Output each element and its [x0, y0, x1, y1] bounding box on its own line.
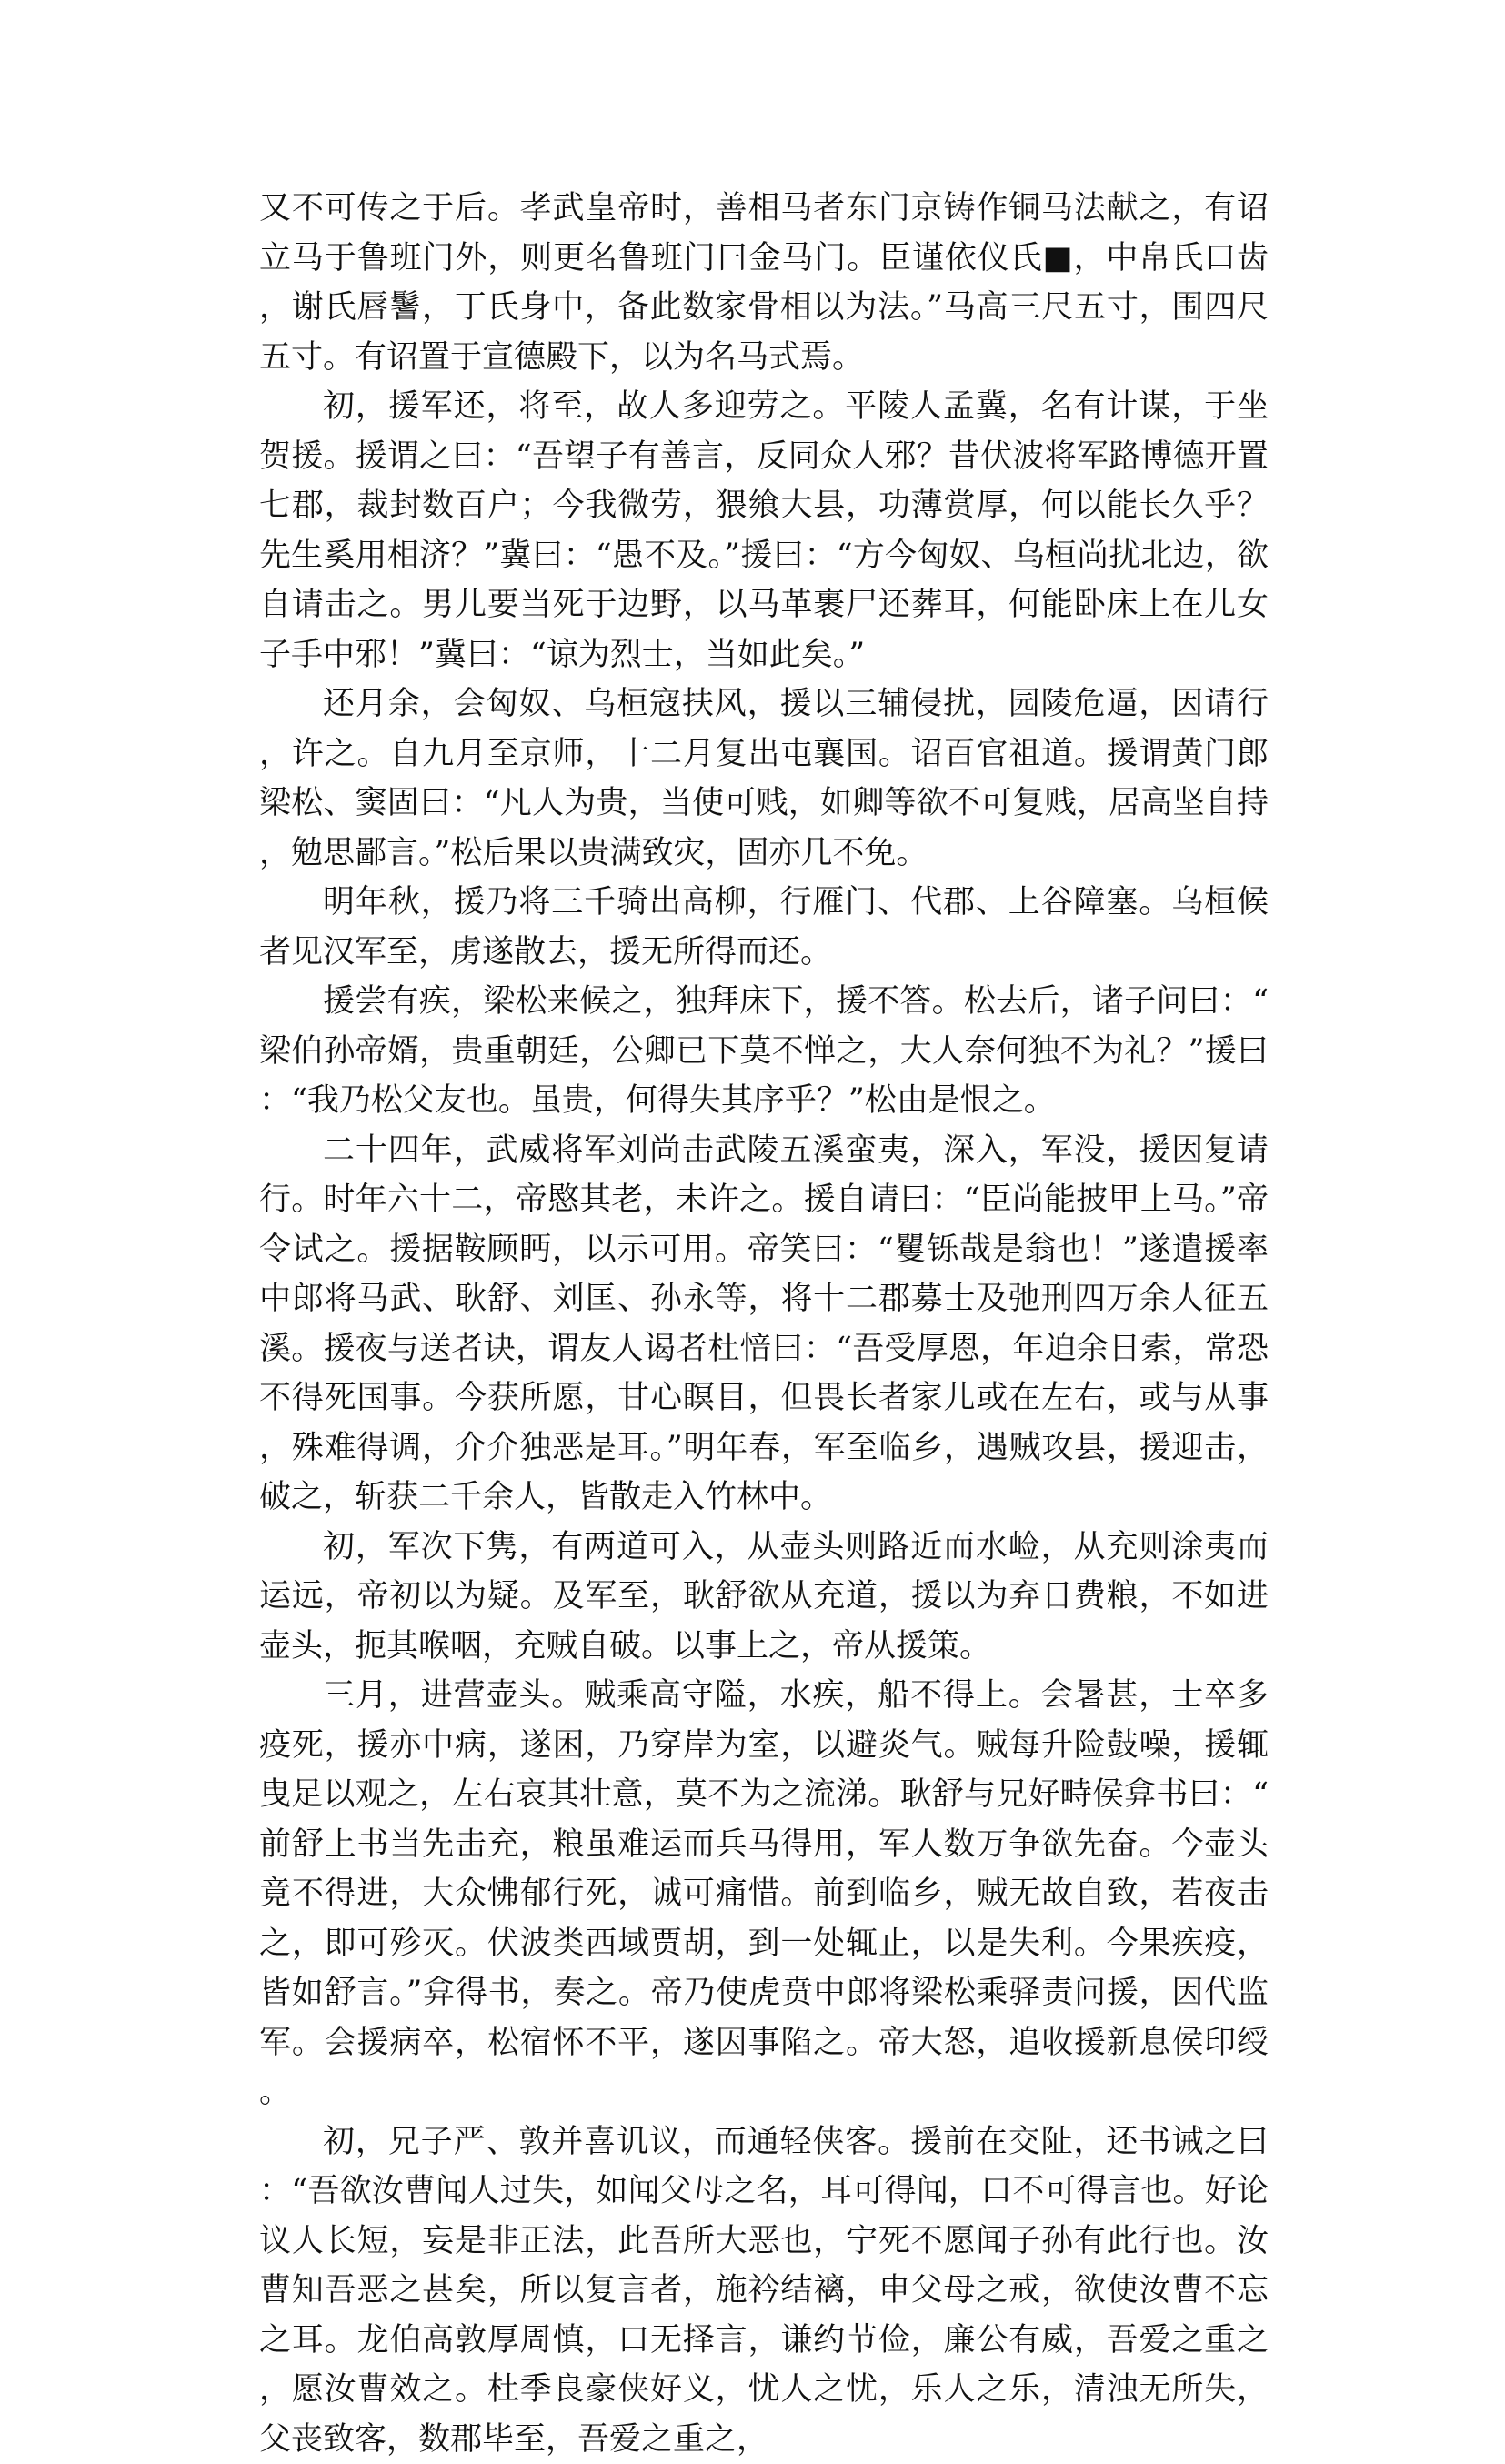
paragraph-9: 初，兄子严、敦并喜讥议，而通轻侠客。援前在交阯，还书诫之曰：“吾欲汝曹闻人过失，如闻父母之名，耳可得闻，口不可得言也。好论议人长短，妄是非正法，此吾所大恶也，宁死不愿闻子孙有此行也。汝曹知吾恶之甚矣，所以复言者，施衿结褵，申父母之戒，欲使汝曹不忘之耳。龙伯高敦厚周慎，口无择言，谦约节俭，廉公有威，吾爱之重之，愿汝曹效之。杜季良豪侠好义，忧人之忧，乐人之乐，清浊无所失，父丧致客，数郡毕至，吾爱之重之， — [259, 2117, 1269, 2464]
paragraph-2: 初，援军还，将至，故人多迎劳之。平陵人孟冀，名有计谋，于坐贺援。援谓之曰：“吾望子有善言，反同众人邪？昔伏波将军路博德开置七郡，裁封数百户；今我微劳，猥飨大县，功薄赏厚，何以能长久乎？先生奚用相济？”冀曰：“愚不及。”援曰：“方今匈奴、乌桓尚扰北边，欲自请击之。男儿要当死于边野，以马革裹尸还葬耳，何能卧床上在儿女子手中邪！”冀曰：“谅为烈士，当如此矣。” — [259, 382, 1269, 679]
paragraph-1: 又不可传之于后。孝武皇帝时，善相马者东门京铸作铜马法献之，有诏立马于鲁班门外，则更名鲁班门曰金马门。臣谨依仪氏■，中帛氏口齿，谢氏唇鬐，丁氏身中，备此数家骨相以为法。”马高三尺五寸，围四尺五寸。有诏置于宣德殿下，以为名马式焉。 — [259, 184, 1269, 382]
paragraph-4: 明年秋，援乃将三千骑出高柳，行雁门、代郡、上谷障塞。乌桓候者见汉军至，虏遂散去，援无所得而还。 — [259, 878, 1269, 977]
paragraph-7: 初，军次下隽，有两道可入，从壶头则路近而水崄，从充则涂夷而运远，帝初以为疑。及军至，耿舒欲从充道，援以为弃日费粮，不如进壶头，扼其喉咽，充贼自破。以事上之，帝从援策。 — [259, 1523, 1269, 1672]
text-body — [259, 184, 1269, 2464]
paragraph-8: 三月，进营壶头。贼乘高守隘，水疾，船不得上。会暑甚，士卒多疫死，援亦中病，遂困，乃穿岸为室，以避炎气。贼每升险鼓噪，援辄曳足以观之，左右哀其壮意，莫不为之流涕。耿舒与兄好畤侯弇书曰：“前舒上书当先击充，粮虽难运而兵马得用，军人数万争欲先奋。今壶头竟不得进，大众怫郁行死，诚可痛惜。前到临乡，贼无故自致，若夜击之，即可殄灭。伏波类西域贾胡，到一处辄止，以是失利。今果疾疫，皆如舒言。”弇得书，奏之。帝乃使虎贲中郎将梁松乘驿责问援，因代监军。会援病卒，松宿怀不平，遂因事陷之。帝大怒，追收援新息侯印绶。 — [259, 1671, 1269, 2117]
paragraph-6: 二十四年，武威将军刘尚击武陵五溪蛮夷，深入，军没，援因复请行。时年六十二，帝愍其老，未许之。援自请曰：“臣尚能披甲上马。”帝令试之。援据鞍顾眄，以示可用。帝笑曰：“矍铄哉是翁也！”遂遣援率中郎将马武、耿舒、刘匡、孙永等，将十二郡募士及弛刑四万余人征五溪。援夜与送者诀，谓友人谒者杜愔曰：“吾受厚恩，年迫余日索，常恐不得死国事。今获所愿，甘心瞑目，但畏长者家儿或在左右，或与从事，殊难得调，介介独恶是耳。”明年春，军至临乡，遇贼攻县，援迎击，破之，斩获二千余人，皆散走入竹林中。 — [259, 1126, 1269, 1523]
paragraph-5: 援尝有疾，梁松来候之，独拜床下，援不答。松去后，诸子问曰：“梁伯孙帝婿，贵重朝廷，公卿已下莫不惮之，大人奈何独不为礼？”援曰：“我乃松父友也。虽贵，何得失其序乎？”松由是恨之。 — [259, 977, 1269, 1126]
paragraph-3: 还月余，会匈奴、乌桓寇扶风，援以三辅侵扰，园陵危逼，因请行，许之。自九月至京师，十二月复出屯襄国。诏百官祖道。援谓黄门郎梁松、窦固曰：“凡人为贵，当使可贱，如卿等欲不可复贱，居高坚自持，勉思鄙言。”松后果以贵满致灾，固亦几不免。 — [259, 679, 1269, 878]
